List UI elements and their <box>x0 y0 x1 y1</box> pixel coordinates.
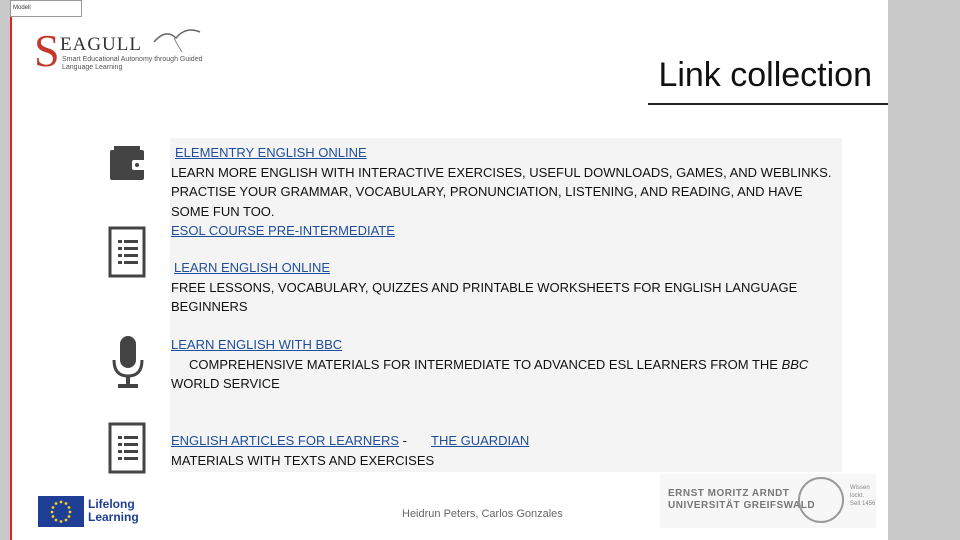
seagull-bird-icon <box>152 22 202 58</box>
uni-line-1: ERNST MORITZ ARNDT <box>668 488 790 499</box>
link-item-3 <box>171 335 836 394</box>
greifswald-logo <box>660 474 876 528</box>
link-item-1 <box>171 143 836 241</box>
document-icon <box>108 226 148 280</box>
link-the-guardian[interactable]: THE GUARDIAN <box>431 433 530 448</box>
link-english-articles[interactable]: ENGLISH ARTICLES FOR LEARNERS <box>171 433 400 448</box>
link-learn-english-online[interactable]: LEARN ENGLISH ONLINE <box>174 260 331 275</box>
link-separator: - <box>399 433 407 448</box>
title-underline <box>648 103 888 105</box>
eu-program-name <box>88 498 139 524</box>
microphone-icon <box>108 334 148 390</box>
slogan-line-1: Wissen <box>850 485 870 491</box>
top-left-thumbnail <box>10 0 82 17</box>
slogan-line-3: Seit 1456 <box>850 501 876 507</box>
link-item-4 <box>171 431 836 470</box>
link-elementry-english-online[interactable]: ELEMENTRY ENGLISH ONLINE <box>175 145 367 160</box>
slide <box>10 0 888 540</box>
link-description: FREE LESSONS, VOCABULARY, QUIZZES AND PRINTABLE WORKSHEETS FOR ENGLISH LANGUAGE BEGINNERS <box>171 279 798 314</box>
wallet-icon <box>108 144 148 184</box>
link-esol-course[interactable]: ESOL COURSE PRE-INTERMEDIATE <box>171 223 395 238</box>
eu-flag-icon <box>38 496 84 527</box>
link-learn-english-bbc[interactable]: LEARN ENGLISH WITH BBC <box>171 337 343 352</box>
link-item-2 <box>171 258 836 317</box>
logo-initial: S <box>34 25 60 76</box>
document-icon <box>108 422 148 476</box>
eu-line-2: Learning <box>88 510 139 524</box>
link-description: LEARN MORE ENGLISH WITH INTERACTIVE EXERCISES, USEFUL DOWNLOADS, GAMES, AND WEBLINKS. PRACTISE YOUR GRAMMAR, VOCABULARY, PRONUNCIATION, LISTENING, AND READING, AND HAVE SOME FUN TOO. <box>171 164 832 219</box>
bbc-emphasis: BBC <box>781 356 809 372</box>
slogan-line-2: lockt. <box>850 493 865 499</box>
link-description-cont: WORLD SERVICE <box>171 376 280 391</box>
university-slogan <box>850 484 875 508</box>
left-accent-bar <box>10 0 12 540</box>
university-seal-icon <box>798 477 844 523</box>
eu-line-1: Lifelong <box>88 497 135 511</box>
university-name <box>668 488 815 512</box>
logo-word: EAGULL <box>60 34 142 55</box>
uni-line-2: UNIVERSITÄT GREIFSWALD <box>668 500 816 511</box>
thumbnail-label: Modell <box>13 5 31 11</box>
logo-tagline: Smart Educational Autonomy through Guided Language Learning <box>62 56 203 71</box>
link-description: COMPREHENSIVE MATERIALS FOR INTERMEDIATE TO ADVANCED ESL LEARNERS FROM THE <box>189 356 782 372</box>
lifelong-learning-logo <box>38 496 158 528</box>
link-description: MATERIALS WITH TEXTS AND EXERCISES <box>171 452 435 468</box>
footer-authors: Heidrun Peters, Carlos Gonzales <box>402 508 563 520</box>
seagull-logo <box>32 22 232 82</box>
page-title: Link collection <box>658 56 872 94</box>
